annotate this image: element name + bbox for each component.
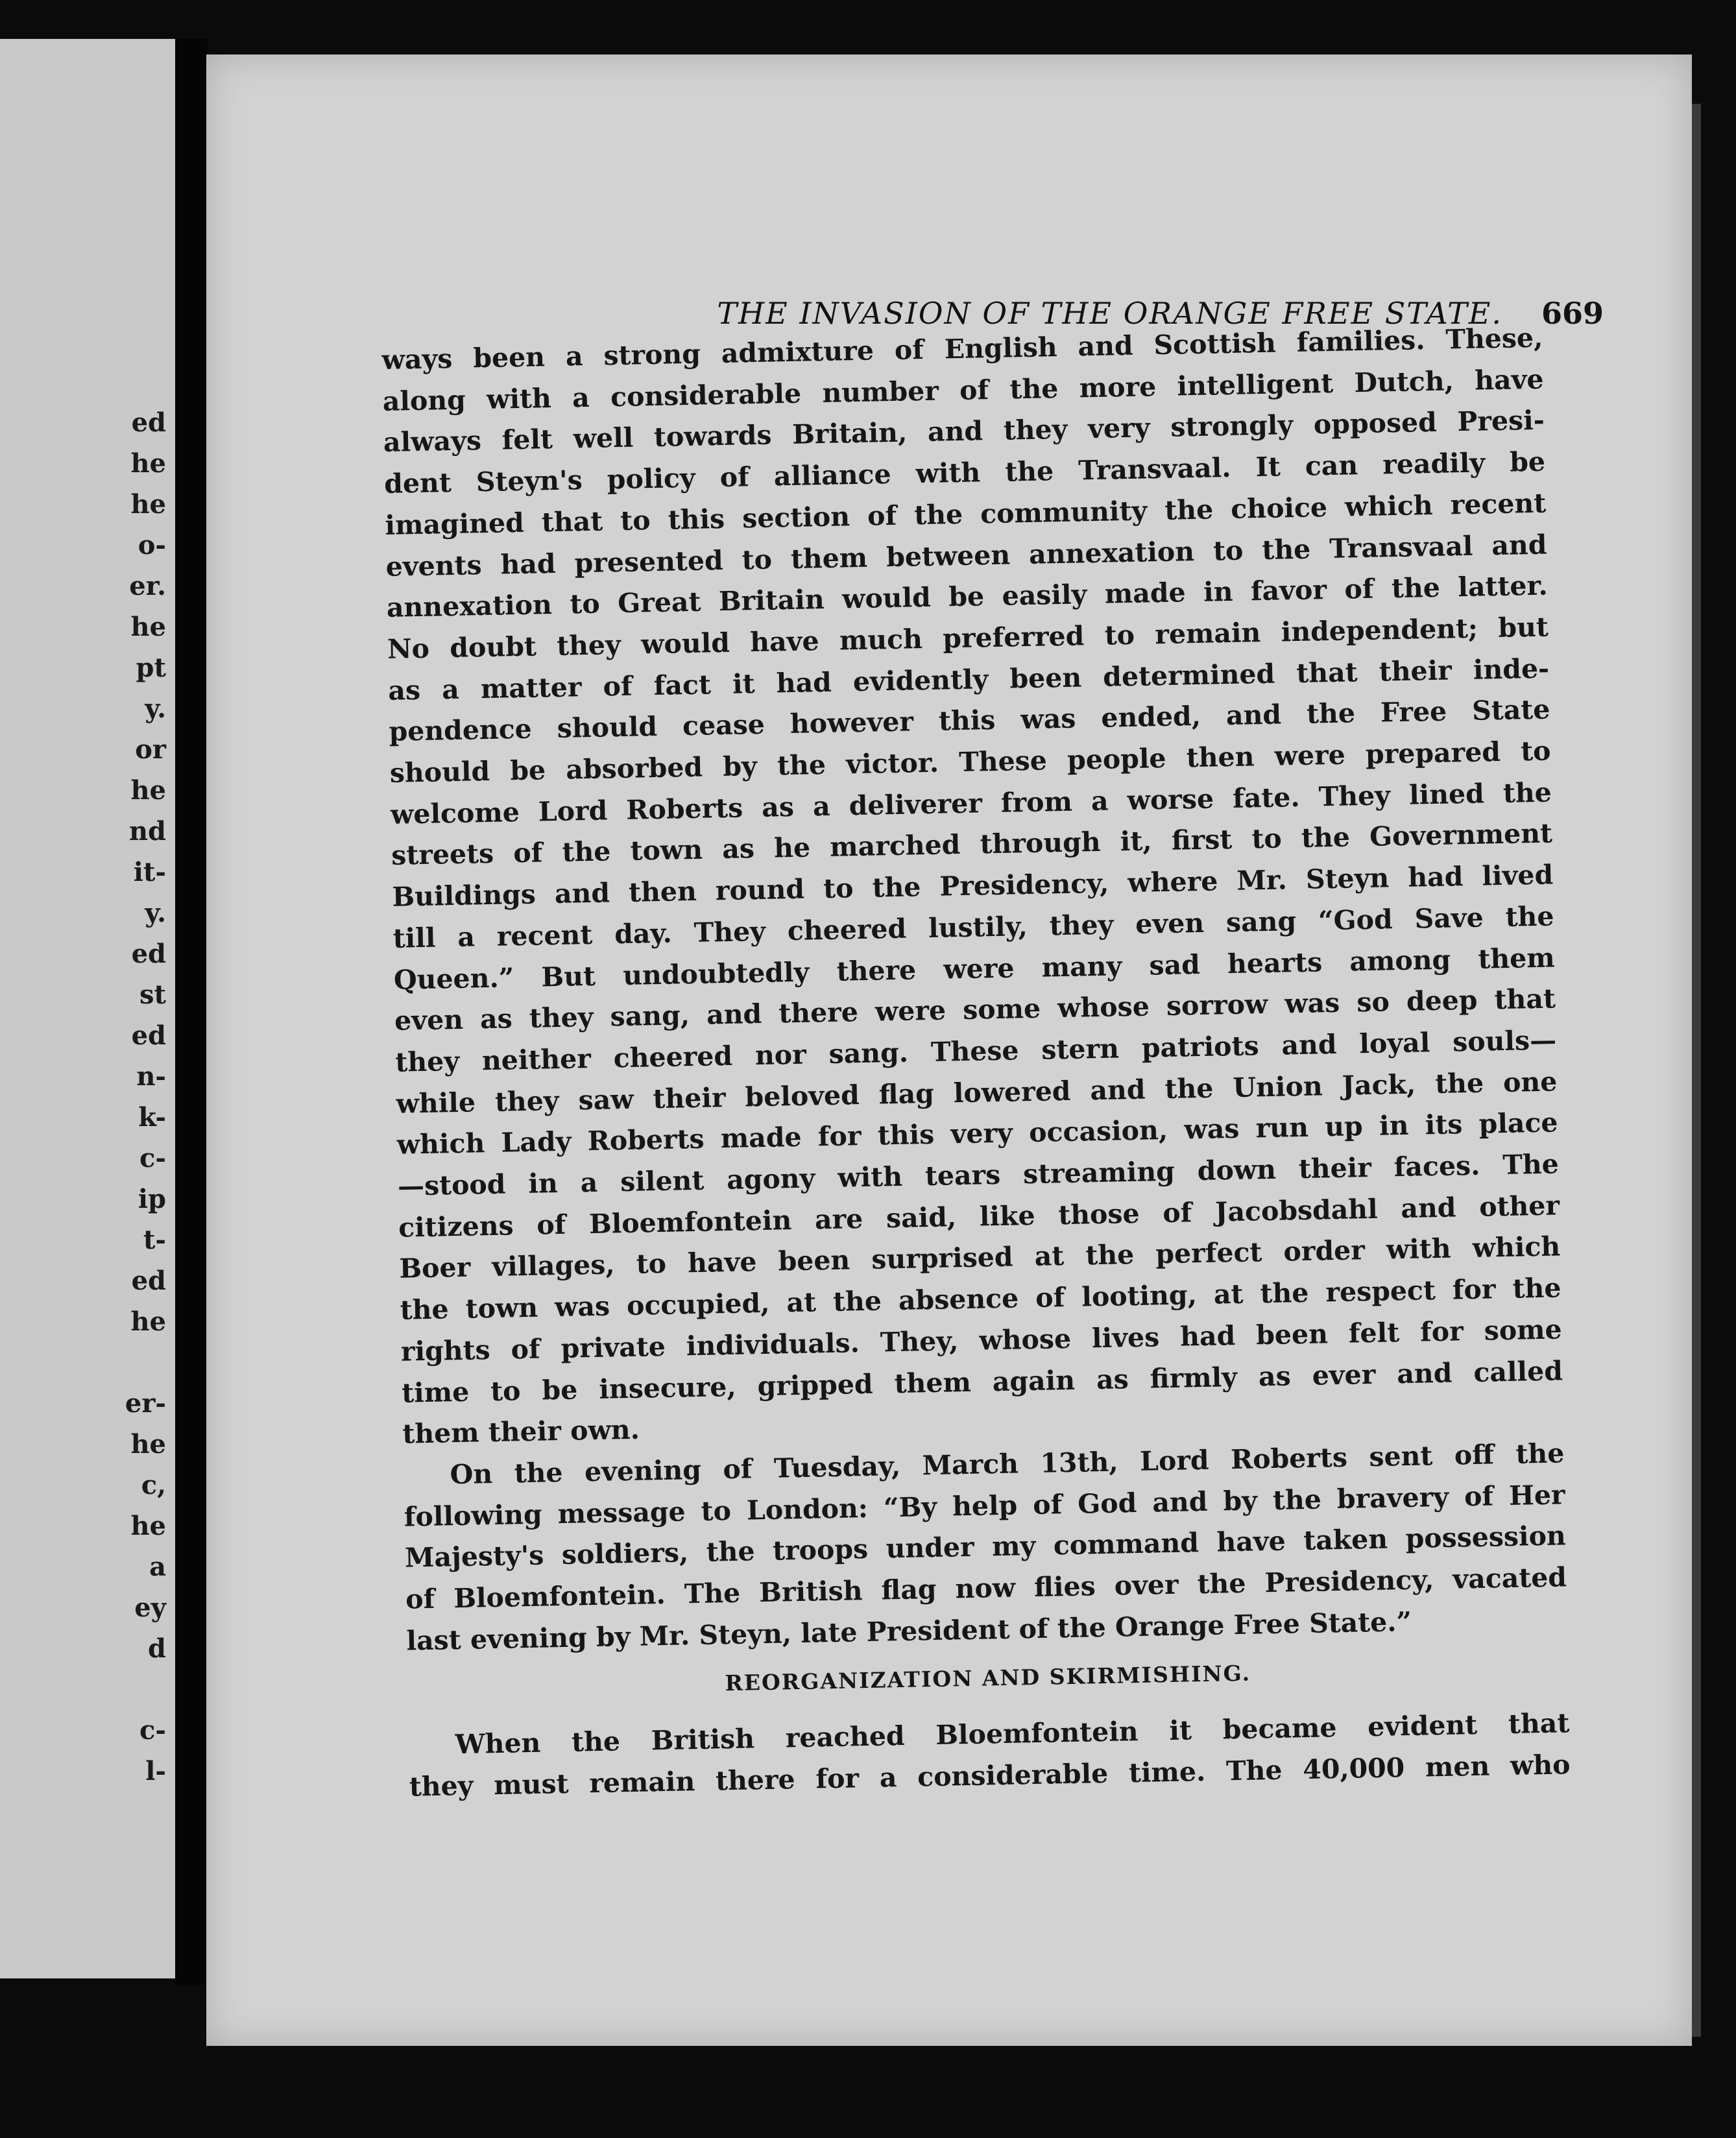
facing-page-fragment: he — [130, 489, 166, 520]
page-number: 669 — [1541, 296, 1604, 331]
facing-page-fragment: he — [130, 1511, 166, 1541]
facing-page-fragment: c, — [141, 1470, 166, 1500]
facing-page-fragment: ed — [131, 1020, 166, 1051]
facing-page-fragment: er- — [125, 1388, 166, 1419]
facing-page-fragment: pt — [136, 653, 166, 683]
facing-page-fragment: l- — [145, 1756, 166, 1786]
text-line: them their own. — [402, 1413, 640, 1450]
text-line: rights of private individuals. They, whose lives had been felt for some — [400, 1314, 1563, 1367]
text-line: time to be insecure, gripped them again as firmly as ever and called — [401, 1354, 1563, 1409]
text-line: —stood in a silent agony with tears streaming down their faces. The — [397, 1148, 1560, 1202]
facing-page-fragment: nd — [128, 816, 166, 847]
text-line: always felt well towards Britain, and they very strongly opposed Presi- — [383, 405, 1545, 459]
text-line: they neither cheered nor sang. These stern patriots and loyal souls— — [394, 1024, 1557, 1078]
text-line: as a matter of fact it had evidently been determined that their inde- — [387, 653, 1550, 706]
text-line: Queen.” But undoubtedly there were many sad hearts among them — [393, 942, 1556, 996]
facing-page-fragment: o- — [138, 530, 166, 560]
text-line: Majesty's soldiers, the troops under my command have taken possession — [404, 1520, 1567, 1574]
facing-page-fragment: or — [135, 734, 166, 765]
text-line: streets of the town as he marched through it, first to the Government — [391, 817, 1553, 872]
text-line: while they saw their beloved flag lowered and the Union Jack, the one — [396, 1066, 1558, 1120]
text-line: When the British reached Bloemfontein it became evident that — [455, 1707, 1570, 1760]
section-heading: REORGANIZATION AND SKIRMISHING. — [725, 1660, 1251, 1696]
book-page — [206, 54, 1692, 2046]
facing-page-fragment: he — [130, 612, 166, 642]
facing-page-fragment: ed — [131, 939, 166, 969]
text-line: along with a considerable number of the more intelligent Dutch, have — [382, 363, 1544, 417]
facing-page-fragment: ey — [134, 1592, 166, 1623]
text-line: following message to London: “By help of God and by the bravery of Her — [404, 1478, 1565, 1533]
paragraph — [381, 318, 1564, 1456]
text-line: should be absorbed by the victor. These people then were prepared to — [389, 735, 1551, 789]
text-line: which Lady Roberts made for this very occasion, was run up in its place — [396, 1107, 1558, 1161]
facing-page-fragment: c- — [139, 1143, 166, 1173]
text-line: pendence should cease however this was ended, and the Free State — [389, 693, 1550, 748]
text-line: the town was occupied, at the absence of looting, at the respect for the — [400, 1272, 1561, 1326]
text-line: citizens of Bloemfontein are said, like those of Jacobsdahl and other — [398, 1190, 1560, 1243]
facing-page-fragment: t- — [143, 1225, 166, 1255]
facing-page-fragment: he — [130, 1306, 166, 1337]
facing-page-fragment: ed — [131, 407, 166, 438]
text-line: dent Steyn's policy of alliance with the Transvaal. It can readily be — [383, 446, 1546, 500]
facing-page-fragment: a — [149, 1552, 166, 1582]
facing-page — [0, 39, 175, 1978]
text-line: Boer villages, to have been surprised at the perfect order with which — [399, 1231, 1561, 1285]
next-page-edge — [1692, 104, 1701, 2037]
text-line: annexation to Great Britain would be easily made in favor of the latter. — [386, 570, 1549, 624]
facing-page-fragment: er. — [129, 571, 166, 601]
facing-page-text-fragments — [125, 402, 166, 1792]
facing-page-fragment — [125, 1669, 166, 1710]
page-body — [381, 318, 1571, 1808]
text-line: ways been a strong admixture of English and Scottish families. These, — [381, 322, 1543, 376]
paragraph — [408, 1703, 1571, 1808]
facing-page-fragment: ed — [131, 1266, 166, 1296]
text-line: Buildings and then round to the Presidency, where Mr. Steyn had lived — [392, 859, 1554, 913]
facing-page-fragment: it- — [133, 857, 166, 887]
facing-page-fragment: he — [130, 775, 166, 806]
facing-page-fragment: y. — [145, 898, 166, 928]
facing-page-fragment: he — [130, 448, 166, 479]
running-head: THE INVASION OF THE ORANGE FREE STATE. — [717, 296, 1502, 331]
facing-page-fragment: st — [139, 979, 166, 1010]
facing-page-fragment: n- — [136, 1061, 166, 1092]
text-line: events had presented to them between annexation to the Transvaal and — [385, 529, 1547, 583]
text-line: No doubt they would have much preferred to remain independent; but — [387, 611, 1549, 665]
facing-page-fragment: y. — [145, 693, 166, 724]
facing-page-fragment: he — [130, 1429, 166, 1459]
facing-page-fragment: c- — [139, 1715, 166, 1746]
text-line: welcome Lord Roberts as a deliverer from a worse fate. They lined the — [390, 776, 1552, 830]
text-line: On the evening of Tuesday, March 13th, Lord Roberts sent off the — [450, 1437, 1565, 1491]
facing-page-fragment: ip — [138, 1184, 166, 1214]
text-line: last evening by Mr. Steyn, late President of the Orange Free State.” — [406, 1605, 1412, 1657]
text-line: they must remain there for a considerable time. The 40,000 men who — [409, 1749, 1571, 1803]
text-line: till a recent day. They cheered lustily, they even sang “God Save the — [392, 900, 1554, 954]
facing-page-fragment: k- — [138, 1102, 166, 1133]
text-line: of Bloemfontein. The British flag now flies over the Presidency, vacated — [405, 1561, 1567, 1615]
facing-page-fragment — [125, 1342, 166, 1383]
text-line: even as they sang, and there were some whose sorrow was so deep that — [394, 983, 1556, 1037]
book-gutter — [175, 39, 208, 1985]
paragraph — [403, 1433, 1568, 1662]
facing-page-fragment: d — [148, 1633, 166, 1664]
text-line: imagined that to this section of the community the choice which recent — [385, 487, 1547, 541]
